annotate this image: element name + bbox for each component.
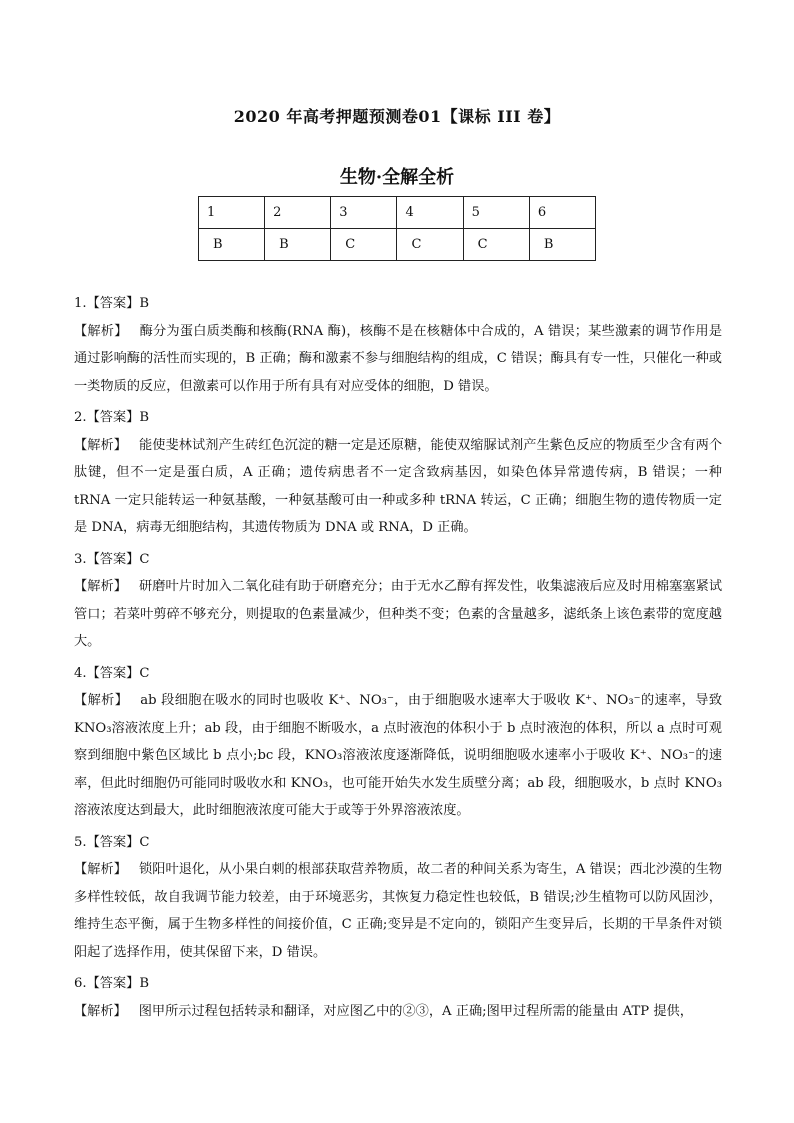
answer-table-number: 5 — [463, 197, 529, 229]
question-block — [74, 970, 722, 1025]
answer-table-answer: B — [265, 229, 331, 261]
answer-table-answer: B — [529, 229, 595, 261]
answer-table-answer: C — [397, 229, 463, 261]
explanation-text: 研磨叶片时加入二氧化硅有助于研磨充分；由于无水乙醇有挥发性，收集滤液后应及时用棉塞塞紧试管口；若菜叶剪碎不够充分，则提取的色素量减少，但种类不变；色素的含量越多，滤纸条上该色素带的宽度越大。 — [74, 579, 723, 649]
answer-table-answer: B — [199, 229, 265, 261]
page-subtitle: 生物·全解全析 — [339, 167, 455, 188]
solutions — [74, 290, 722, 1029]
page-title: 2020 年高考押题预测卷01【课标 III 卷】 — [233, 107, 561, 126]
explanation-text: 酶分为蛋白质类酶和核酶(RNA 酶)，核酶不是在核糖体中合成的，A 错误；某些激素的调节作用是通过影响酶的活性而实现的，B 正确；酶和激素不参与细胞结构的组成，C 错误；酶具有专一性，只催化一种或一类物质的反应，但激素可以作用于所有具有对应受体的细胞，D 错误。 — [74, 323, 723, 394]
answer-line: 2.【答案】B — [74, 410, 150, 425]
answer-table-answer: C — [463, 229, 529, 261]
explanation-label: 【解析】 — [74, 1003, 127, 1019]
answer-line: 6.【答案】B — [74, 976, 150, 991]
answer-line: 1.【答案】B — [74, 296, 150, 311]
answer-table-numbers-row — [199, 197, 596, 229]
answer-table-number: 1 — [199, 197, 265, 229]
answer-table-answers-row — [199, 229, 596, 261]
explanation-label: 【解析】 — [74, 579, 128, 594]
explanation — [74, 856, 722, 966]
explanation — [74, 318, 722, 401]
explanation-label: 【解析】 — [74, 437, 128, 453]
question-block — [74, 404, 722, 542]
explanation-label: 【解析】 — [74, 693, 129, 708]
explanation — [74, 432, 722, 542]
answer-table-answer: C — [331, 229, 397, 261]
answer-line: 4.【答案】C — [74, 665, 150, 681]
question-block — [74, 660, 722, 825]
explanation — [74, 573, 722, 656]
explanation-text: 能使斐林试剂产生砖红色沉淀的糖一定是还原糖，能使双缩脲试剂产生紫色反应的物质至少含有两个肽键，但不一定是蛋白质，A 正确；遗传病患者不一定含致病基因，如染色体异常遗传病，B 错误；一种 tRNA 一定只能转运一种氨基酸，一种氨基酸可由一种或多种 tRNA 转运，C 正确；细胞生物的遗传物质一定是 DNA，病毒无细胞结构，其遗传物质为 DNA 或 RNA，D 正确。 — [74, 437, 723, 535]
answer-table-number: 3 — [331, 197, 397, 229]
answer-line: 3.【答案】C — [74, 551, 150, 567]
explanation-text: 锁阳叶退化，从小果白刺的根部获取营养物质，故二者的种间关系为寄生，A 错误；西北沙漠的生物多样性较低，故自我调节能力较差，由于环境恶劣，其恢复力稳定性也较低，B 错误;沙生植物可以防风固沙，维持生态平衡，属于生物多样性的间接价值，C 正确;变异是不定向的，锁阳产生变异后，长期的干旱条件对锁阳起了选择作用，使其保留下来，D 错误。 — [74, 862, 723, 960]
answer-table — [198, 196, 596, 261]
explanation — [74, 998, 722, 1026]
question-block — [74, 290, 722, 400]
answer-table-number: 2 — [265, 197, 331, 229]
answer-table-number: 4 — [397, 197, 463, 229]
question-block — [74, 546, 722, 656]
answer-line: 5.【答案】C — [74, 834, 150, 850]
explanation — [74, 687, 722, 825]
explanation-label: 【解析】 — [74, 862, 127, 877]
explanation-label: 【解析】 — [74, 323, 128, 339]
question-block — [74, 829, 722, 967]
explanation-text: 图甲所示过程包括转录和翻译，对应图乙中的②③，A 正确;图甲过程所需的能量由 ATP 提供， — [138, 1003, 693, 1019]
explanation-text: ab 段细胞在吸水的同时也吸收 K⁺、NO₃⁻，由于细胞吸水速率大于吸收 K⁺、NO₃⁻的速率，导致 KNO₃溶液浓度上升；ab 段，由于细胞不断吸水，a 点时液泡的体积小于 b 点时液泡的体积，所以 a 点时可观察到细胞中紫色区域比 b 点小;bc 段，KNO₃溶液浓度逐渐降低，说明细胞吸水速率小于吸收 K⁺、NO₃⁻的速率，但此时细胞仍可能同时吸收水和 KNO₃，也可能开始失水发生质壁分离；ab 段，细胞吸水，b 点时 KNO₃溶液浓度达到最大，此时细胞液浓度可能大于或等于外界溶液浓度。 — [74, 693, 723, 818]
answer-table-number: 6 — [529, 197, 595, 229]
